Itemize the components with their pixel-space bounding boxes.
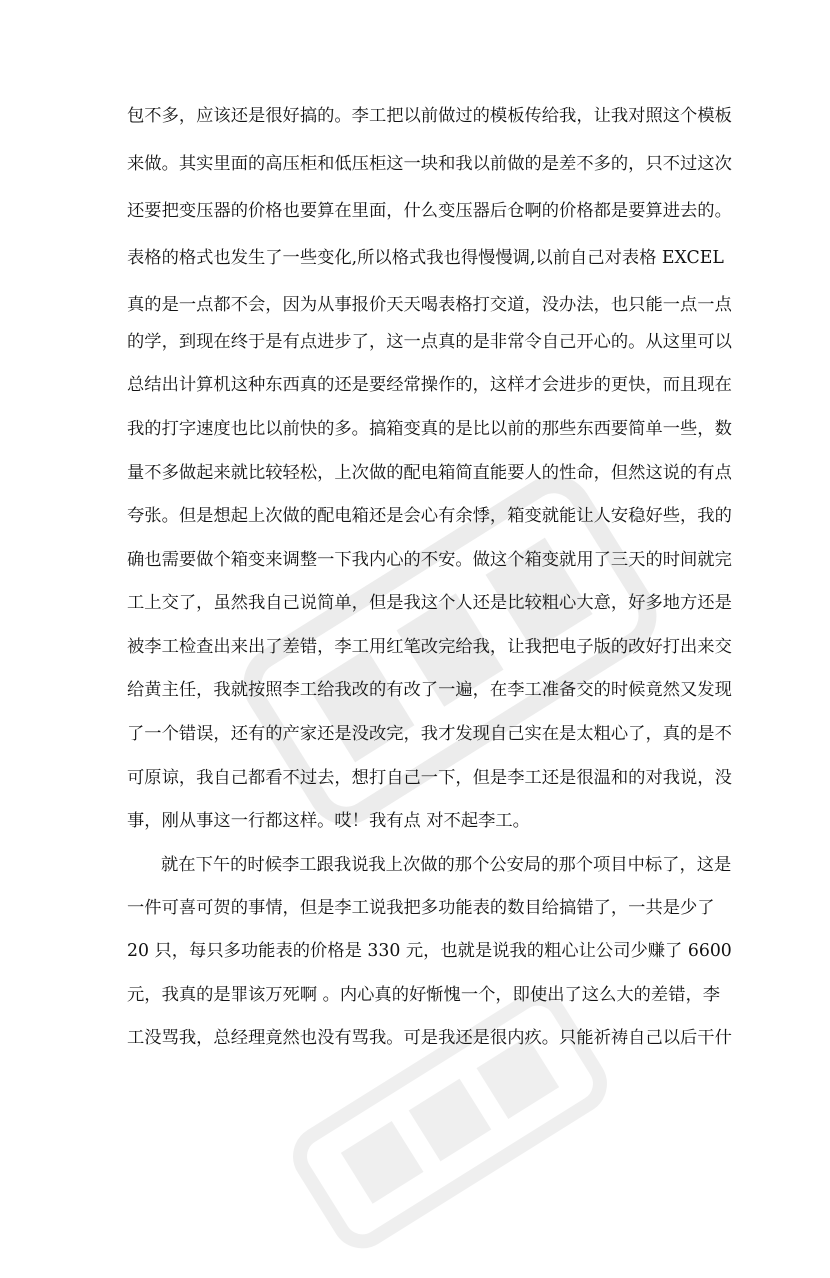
text-line: 元，我真的是罪该万死啊 。内心真的好惭愧一个，即使出了这么大的差错，李 bbox=[127, 985, 721, 1005]
text-line: 量不多做起来就比较轻松，上次做的配电箱简直能要人的性命，但然这说的有点 bbox=[127, 463, 732, 483]
text-line: 还要把变压器的价格也要算在里面，什么变压器后仓啊的价格都是要算进去的。 bbox=[127, 201, 732, 221]
text-line: 来做。其实里面的高压柜和低压柜这一块和我以前做的是差不多的，只不过这次 bbox=[127, 154, 732, 174]
text-line: 了一个错误，还有的产家还是没改完，我才发现自己实在是太粗心了，真的是不 bbox=[127, 724, 732, 744]
text-line: 我的打字速度也比以前快的多。搞箱变真的是比以前的那些东西要简单一些，数 bbox=[127, 419, 732, 439]
text-line: 给黄主任，我就按照李工给我改的有改了一遍，在李工准备交的时候竟然又发现 bbox=[127, 680, 732, 700]
text-line: 工没骂我，总经理竟然也没有骂我。可是我还是很内疚。只能祈祷自己以后干什 bbox=[127, 1028, 732, 1048]
text-line: 事，刚从事这一行都这样。哎！我有点 对不起李工。 bbox=[127, 811, 530, 831]
text-line: 夸张。但是想起上次做的配电箱还是会心有余悸，箱变就能让人安稳好些，我的 bbox=[127, 506, 732, 526]
text-line: 20 只，每只多功能表的价格是 330 元，也就是说我的粗心让公司少赚了 6600 bbox=[127, 941, 732, 961]
text-line: 确也需要做个箱变来调整一下我内心的不安。做这个箱变就用了三天的时间就完 bbox=[127, 550, 732, 570]
text-line: 表格的格式也发生了一些变化,所以格式我也得慢慢调,以前自己对表格 EXCEL bbox=[127, 248, 724, 268]
text-line: 工上交了，虽然我自己说简单，但是我这个人还是比较粗心大意，好多地方还是 bbox=[127, 593, 732, 613]
text-line: 被李工检查出来出了差错，李工用红笔改完给我，让我把电子版的改好打出来交 bbox=[127, 637, 732, 657]
text-line: 可原谅，我自己都看不过去，想打自己一下，但是李工还是很温和的对我说，没 bbox=[127, 768, 732, 788]
text-line: 一件可喜可贺的事情，但是李工说我把多功能表的数目给搞错了，一共是少了 bbox=[127, 898, 715, 918]
text-line: 包不多，应该还是很好搞的。李工把以前做过的模板传给我，让我对照这个模板 bbox=[127, 106, 732, 126]
text-line: 的学，到现在终于是有点进步了，这一点真的是非常令自己开心的。从这里可以 bbox=[127, 332, 732, 352]
text-line: 真的是一点都不会，因为从事报价天天喝表格打交道，没办法，也只能一点一点 bbox=[127, 295, 732, 315]
text-line: 总结出计算机这种东西真的还是要经常操作的，这样才会进步的更快，而且现在 bbox=[127, 375, 732, 395]
text-line: 就在下午的时候李工跟我说我上次做的那个公安局的那个项目中标了，这是 bbox=[161, 855, 732, 875]
